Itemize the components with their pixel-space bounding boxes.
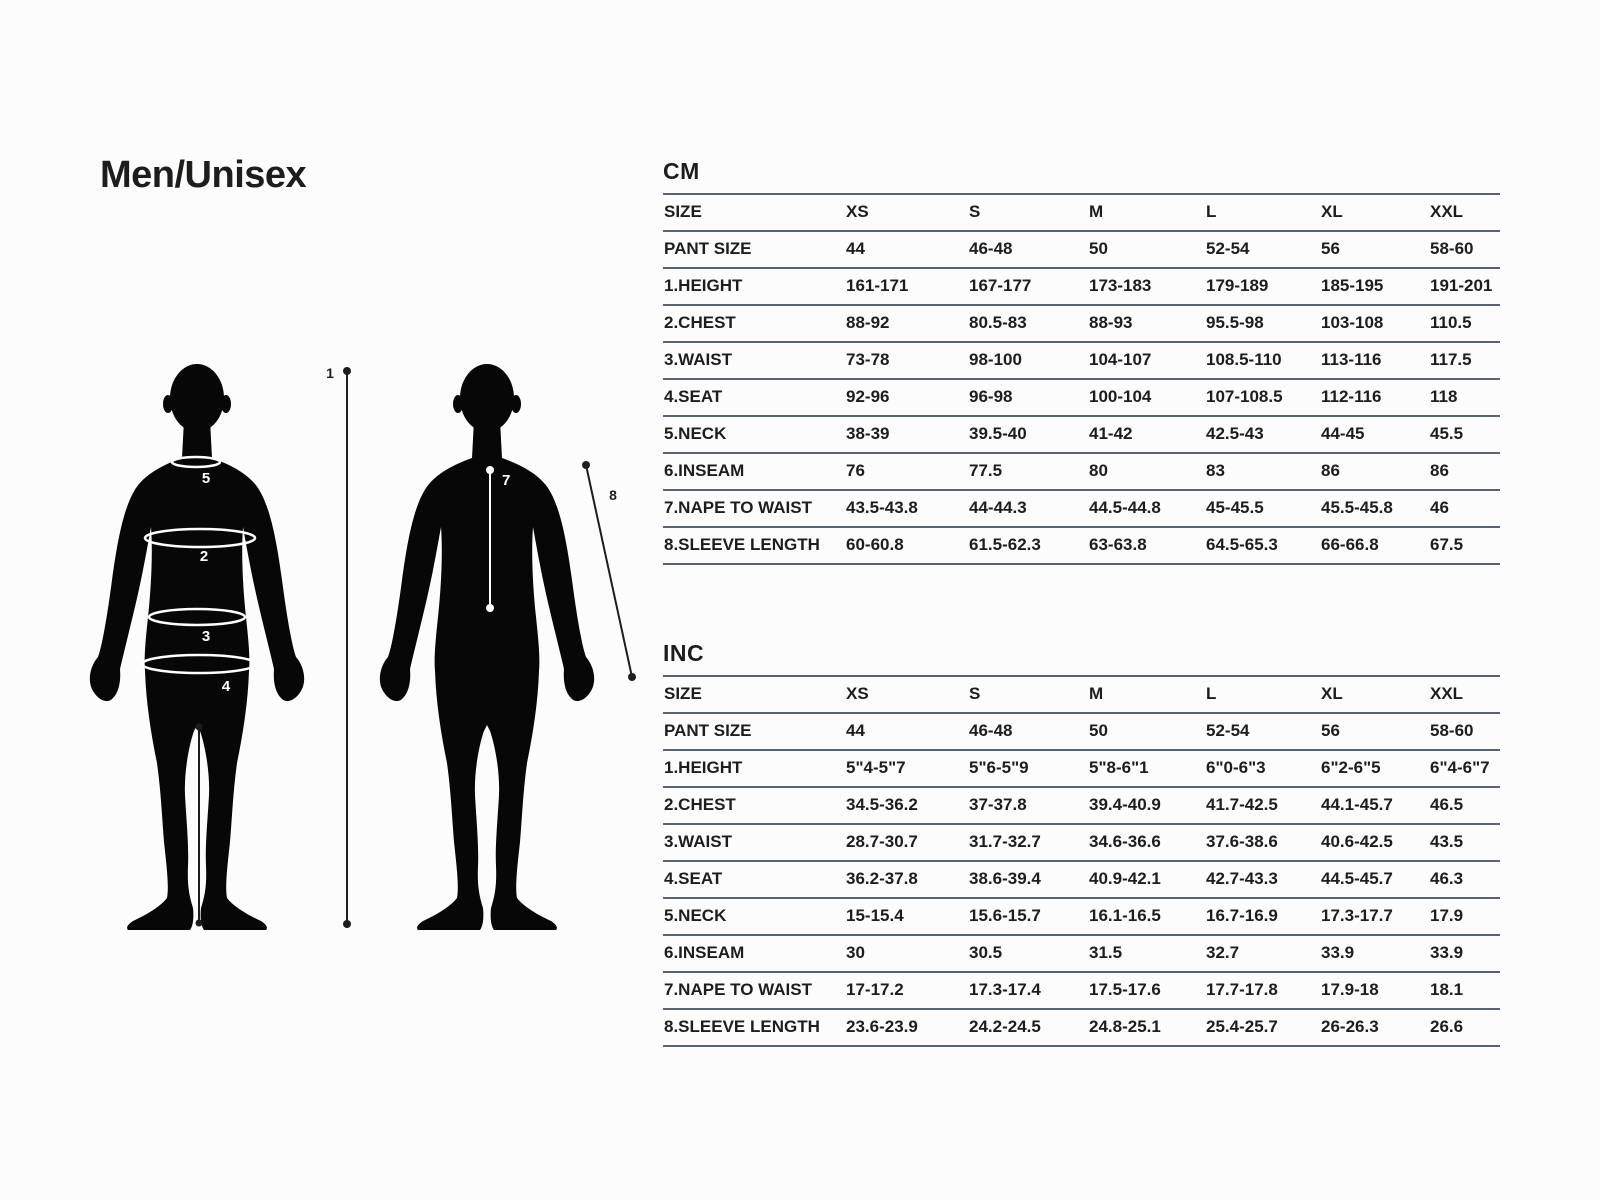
measurement-value: 41-42 <box>1088 416 1205 453</box>
measurement-value: 61.5-62.3 <box>968 527 1088 564</box>
measurement-value: 46.3 <box>1429 861 1500 898</box>
measurement-value: 113-116 <box>1320 342 1429 379</box>
height-marker-label: 1 <box>326 365 334 381</box>
chest-marker-label: 2 <box>199 548 209 565</box>
measurement-value: 44-45 <box>1320 416 1429 453</box>
row-label-column-header: SIZE <box>663 194 845 231</box>
measurement-row <box>663 750 1500 787</box>
measurement-value: 23.6-23.9 <box>845 1009 968 1046</box>
measurement-value: 44.5-44.8 <box>1088 490 1205 527</box>
measurement-value: 44 <box>845 713 968 750</box>
size-column-header: M <box>1088 194 1205 231</box>
measurement-value: 17-17.2 <box>845 972 968 1009</box>
measurement-value: 66-66.8 <box>1320 527 1429 564</box>
measurement-value: 44 <box>845 231 968 268</box>
measurement-value: 67.5 <box>1429 527 1500 564</box>
measurement-value: 17.9-18 <box>1320 972 1429 1009</box>
measurement-value: 39.4-40.9 <box>1088 787 1205 824</box>
measurement-value: 80 <box>1088 453 1205 490</box>
front-figure-silhouette <box>90 364 304 930</box>
size-column-header: M <box>1088 676 1205 713</box>
measurement-value: 33.9 <box>1320 935 1429 972</box>
measurement-row <box>663 268 1500 305</box>
measurement-value: 5"6-5"9 <box>968 750 1088 787</box>
measurement-label: 8.SLEEVE LENGTH <box>663 527 845 564</box>
measurement-value: 185-195 <box>1320 268 1429 305</box>
measurement-value: 6"4-6"7 <box>1429 750 1500 787</box>
measurement-value: 96-98 <box>968 379 1088 416</box>
measurement-row <box>663 787 1500 824</box>
body-measurement-diagram <box>60 340 660 960</box>
measurement-value: 16.7-16.9 <box>1205 898 1320 935</box>
measurement-row <box>663 898 1500 935</box>
inseam-measure-line <box>196 724 203 927</box>
cm-size-table <box>663 193 1500 565</box>
measurement-value: 58-60 <box>1429 231 1500 268</box>
measurement-row <box>663 935 1500 972</box>
measurement-label: 2.CHEST <box>663 305 845 342</box>
measurement-value: 34.6-36.6 <box>1088 824 1205 861</box>
measurement-value: 26.6 <box>1429 1009 1500 1046</box>
measurement-label: 1.HEIGHT <box>663 268 845 305</box>
measurement-value: 40.9-42.1 <box>1088 861 1205 898</box>
measurement-label: PANT SIZE <box>663 713 845 750</box>
size-column-header: XL <box>1320 676 1429 713</box>
measurement-value: 46 <box>1429 490 1500 527</box>
size-column-header: XL <box>1320 194 1429 231</box>
measurement-value: 5"8-6"1 <box>1088 750 1205 787</box>
measurement-value: 15-15.4 <box>845 898 968 935</box>
measurement-value: 77.5 <box>968 453 1088 490</box>
measurement-value: 103-108 <box>1320 305 1429 342</box>
cm-table-title: CM <box>663 158 700 184</box>
measurement-value: 50 <box>1088 713 1205 750</box>
measurement-value: 46.5 <box>1429 787 1500 824</box>
measurement-value: 112-116 <box>1320 379 1429 416</box>
measurement-value: 17.5-17.6 <box>1088 972 1205 1009</box>
measurement-value: 58-60 <box>1429 713 1500 750</box>
measurement-value: 30.5 <box>968 935 1088 972</box>
measurement-value: 108.5-110 <box>1205 342 1320 379</box>
measurement-value: 63-63.8 <box>1088 527 1205 564</box>
measurement-value: 42.7-43.3 <box>1205 861 1320 898</box>
measurement-value: 86 <box>1320 453 1429 490</box>
measurement-row <box>663 305 1500 342</box>
measurement-value: 56 <box>1320 231 1429 268</box>
size-column-header: S <box>968 194 1088 231</box>
measurement-value: 107-108.5 <box>1205 379 1320 416</box>
size-column-header: S <box>968 676 1088 713</box>
measurement-value: 39.5-40 <box>968 416 1088 453</box>
measurement-label: 6.INSEAM <box>663 453 845 490</box>
measurement-value: 36.2-37.8 <box>845 861 968 898</box>
measurement-label: 4.SEAT <box>663 379 845 416</box>
measurement-label: 7.NAPE TO WAIST <box>663 972 845 1009</box>
measurement-value: 38.6-39.4 <box>968 861 1088 898</box>
measurement-row <box>663 527 1500 564</box>
measurement-value: 45-45.5 <box>1205 490 1320 527</box>
measurement-label: 7.NAPE TO WAIST <box>663 490 845 527</box>
measurement-value: 17.9 <box>1429 898 1500 935</box>
measurement-value: 83 <box>1205 453 1320 490</box>
measurement-row <box>663 861 1500 898</box>
measurement-row <box>663 342 1500 379</box>
measurement-figures-svg <box>60 340 660 960</box>
measurement-value: 86 <box>1429 453 1500 490</box>
waist-marker-label: 3 <box>201 628 211 645</box>
inc-size-table-section <box>663 642 1500 1047</box>
neck-marker-label: 5 <box>201 470 211 487</box>
measurement-label: 5.NECK <box>663 898 845 935</box>
measurement-value: 60-60.8 <box>845 527 968 564</box>
measurement-label: PANT SIZE <box>663 231 845 268</box>
measurement-value: 31.5 <box>1088 935 1205 972</box>
measurement-value: 34.5-36.2 <box>845 787 968 824</box>
cm-size-table-section <box>663 160 1500 565</box>
measurement-label: 2.CHEST <box>663 787 845 824</box>
size-column-header: XXL <box>1429 676 1500 713</box>
measurement-value: 73-78 <box>845 342 968 379</box>
measurement-row <box>663 453 1500 490</box>
measurement-value: 38-39 <box>845 416 968 453</box>
measurement-row <box>663 713 1500 750</box>
measurement-value: 43.5-43.8 <box>845 490 968 527</box>
measurement-value: 30 <box>845 935 968 972</box>
measurement-value: 100-104 <box>1088 379 1205 416</box>
measurement-value: 56 <box>1320 713 1429 750</box>
measurement-value: 117.5 <box>1429 342 1500 379</box>
inc-table-title: INC <box>663 640 705 666</box>
measurement-value: 95.5-98 <box>1205 305 1320 342</box>
size-header-row <box>663 676 1500 713</box>
measurement-value: 17.7-17.8 <box>1205 972 1320 1009</box>
measurement-value: 80.5-83 <box>968 305 1088 342</box>
measurement-value: 161-171 <box>845 268 968 305</box>
size-column-header: L <box>1205 676 1320 713</box>
measurement-value: 25.4-25.7 <box>1205 1009 1320 1046</box>
measurement-value: 44.1-45.7 <box>1320 787 1429 824</box>
measurement-label: 5.NECK <box>663 416 845 453</box>
measurement-label: 1.HEIGHT <box>663 750 845 787</box>
back-figure-silhouette <box>380 364 594 930</box>
measurement-value: 24.8-25.1 <box>1088 1009 1205 1046</box>
nape-to-waist-marker-label: 7 <box>502 472 511 489</box>
measurement-value: 6"2-6"5 <box>1320 750 1429 787</box>
measurement-value: 45.5 <box>1429 416 1500 453</box>
measurement-value: 40.6-42.5 <box>1320 824 1429 861</box>
size-column-header: XS <box>845 194 968 231</box>
row-label-column-header: SIZE <box>663 676 845 713</box>
seat-marker-label: 4 <box>221 678 231 695</box>
measurement-value: 118 <box>1429 379 1500 416</box>
measurement-label: 3.WAIST <box>663 824 845 861</box>
measurement-value: 5"4-5"7 <box>845 750 968 787</box>
size-column-header: XS <box>845 676 968 713</box>
measurement-value: 16.1-16.5 <box>1088 898 1205 935</box>
measurement-label: 4.SEAT <box>663 861 845 898</box>
measurement-value: 26-26.3 <box>1320 1009 1429 1046</box>
measurement-value: 104-107 <box>1088 342 1205 379</box>
measurement-value: 50 <box>1088 231 1205 268</box>
sleeve-length-marker-label: 8 <box>609 487 617 503</box>
measurement-value: 15.6-15.7 <box>968 898 1088 935</box>
measurement-row <box>663 379 1500 416</box>
measurement-value: 179-189 <box>1205 268 1320 305</box>
inc-size-table <box>663 675 1500 1047</box>
measurement-value: 173-183 <box>1088 268 1205 305</box>
size-header-row <box>663 194 1500 231</box>
measurement-value: 18.1 <box>1429 972 1500 1009</box>
measurement-value: 76 <box>845 453 968 490</box>
measurement-value: 52-54 <box>1205 231 1320 268</box>
measurement-value: 52-54 <box>1205 713 1320 750</box>
height-measure-line <box>343 367 351 928</box>
measurement-value: 44.5-45.7 <box>1320 861 1429 898</box>
measurement-value: 33.9 <box>1429 935 1500 972</box>
measurement-label: 3.WAIST <box>663 342 845 379</box>
measurement-value: 98-100 <box>968 342 1088 379</box>
measurement-value: 64.5-65.3 <box>1205 527 1320 564</box>
measurement-value: 6"0-6"3 <box>1205 750 1320 787</box>
measurement-label: 8.SLEEVE LENGTH <box>663 1009 845 1046</box>
measurement-row <box>663 416 1500 453</box>
measurement-value: 24.2-24.5 <box>968 1009 1088 1046</box>
measurement-row <box>663 231 1500 268</box>
measurement-value: 45.5-45.8 <box>1320 490 1429 527</box>
measurement-row <box>663 1009 1500 1046</box>
measurement-value: 88-93 <box>1088 305 1205 342</box>
measurement-row <box>663 490 1500 527</box>
measurement-value: 46-48 <box>968 713 1088 750</box>
measurement-value: 32.7 <box>1205 935 1320 972</box>
measurement-value: 167-177 <box>968 268 1088 305</box>
measurement-value: 43.5 <box>1429 824 1500 861</box>
measurement-label: 6.INSEAM <box>663 935 845 972</box>
size-column-header: XXL <box>1429 194 1500 231</box>
measurement-value: 31.7-32.7 <box>968 824 1088 861</box>
measurement-value: 88-92 <box>845 305 968 342</box>
measurement-value: 17.3-17.7 <box>1320 898 1429 935</box>
measurement-row <box>663 972 1500 1009</box>
size-column-header: L <box>1205 194 1320 231</box>
measurement-value: 44-44.3 <box>968 490 1088 527</box>
measurement-value: 28.7-30.7 <box>845 824 968 861</box>
measurement-value: 37-37.8 <box>968 787 1088 824</box>
measurement-value: 41.7-42.5 <box>1205 787 1320 824</box>
measurement-value: 42.5-43 <box>1205 416 1320 453</box>
measurement-value: 37.6-38.6 <box>1205 824 1320 861</box>
measurement-value: 92-96 <box>845 379 968 416</box>
measurement-value: 110.5 <box>1429 305 1500 342</box>
measurement-row <box>663 824 1500 861</box>
page-title: Men/Unisex <box>100 154 307 196</box>
measurement-value: 46-48 <box>968 231 1088 268</box>
measurement-value: 191-201 <box>1429 268 1500 305</box>
measurement-value: 17.3-17.4 <box>968 972 1088 1009</box>
